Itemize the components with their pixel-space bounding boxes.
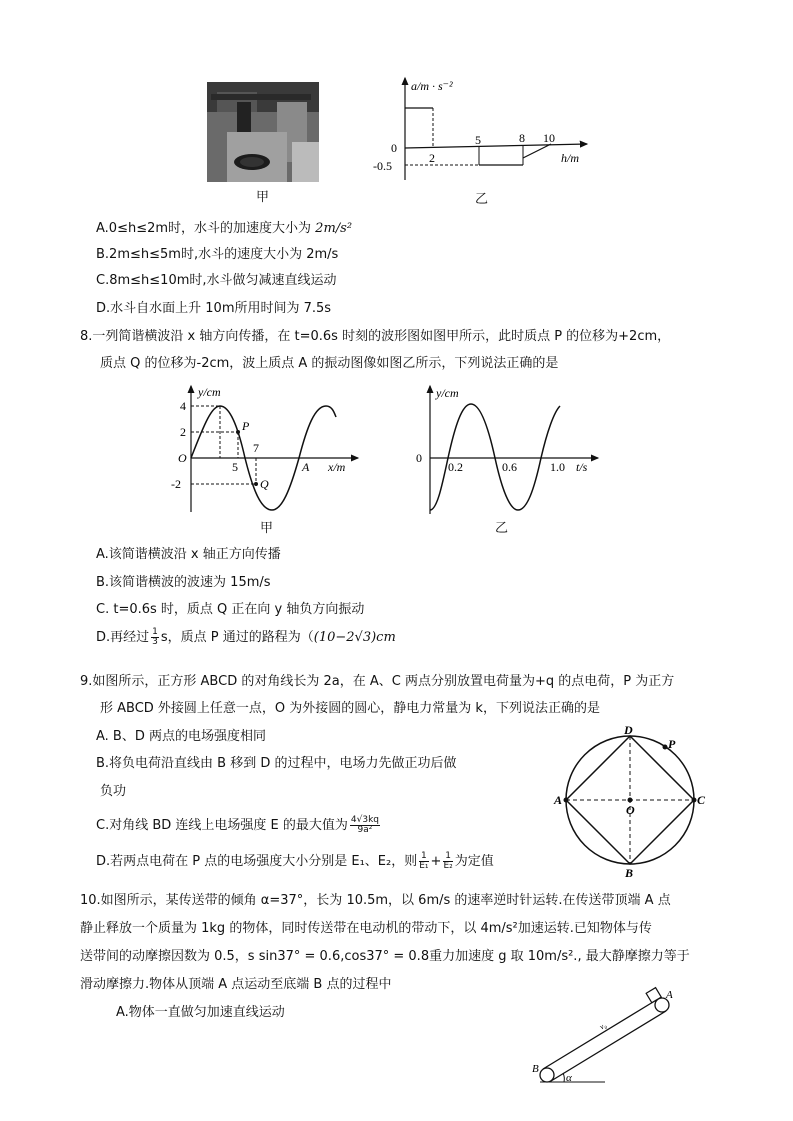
vib-x02: 0.2 xyxy=(448,460,463,474)
label-a: A xyxy=(554,793,563,807)
wave-y4: 4 xyxy=(180,399,186,413)
caption-yi-q8: 乙 xyxy=(495,521,509,536)
label-o: O xyxy=(626,803,635,817)
accel-x10: 10 xyxy=(543,131,555,145)
wave-ylabel: y/cm xyxy=(198,385,221,399)
q9-option-c: C.对角线 BD 连线上电场强度 E 的最大值为 $\frac{4√3kq}{\text{9a²}}$ xyxy=(96,815,380,835)
q9-option-b2: 负功 xyxy=(100,784,127,799)
label-b-bottom: B xyxy=(532,1063,539,1075)
accel-x2: 2 xyxy=(429,151,435,165)
label-c: C xyxy=(697,793,706,807)
conveyor-figure xyxy=(530,980,690,1090)
wave-x7: 7 xyxy=(253,441,259,455)
q9-option-a: A. B、D 两点的电场强度相同 xyxy=(96,729,266,744)
well-photo xyxy=(207,82,319,182)
wave-x5: 5 xyxy=(232,460,238,474)
square-circle-figure xyxy=(552,720,712,880)
caption-yi-top: 乙 xyxy=(475,192,489,207)
q8-option-c: C. t=0.6s 时，质点 Q 正在向 y 轴负方向振动 xyxy=(96,602,365,617)
vibration-graph xyxy=(410,382,605,517)
accel-y-neg: -0.5 xyxy=(373,159,392,173)
label-v0: v₀ xyxy=(597,1020,609,1032)
q9-option-b1: B.将负电荷沿直线由 B 移到 D 的过程中，电场力先做正功后做 xyxy=(96,756,457,771)
q8-option-b: B.该简谐横波的波速为 15m/s xyxy=(96,575,271,590)
accel-x5: 5 xyxy=(475,133,481,147)
vib-ylabel: y/cm xyxy=(436,386,459,400)
q7-option-a: A.0≤h≤2m时，水斗的加速度大小为 2m/s² xyxy=(96,221,353,236)
vib-origin: 0 xyxy=(416,451,422,465)
q10-stem-line4: 滑动摩擦力.物体从顶端 A 点运动至底端 B 点的过程中 xyxy=(80,977,392,992)
label-b: B xyxy=(625,866,634,880)
wave-point-p: P xyxy=(242,419,250,433)
q10-stem-line1: 10.如图所示，某传送带的倾角 α=37°，长为 10.5m，以 6m/s 的速率逆时针运转.在传送带顶端 A 点 xyxy=(80,893,671,908)
q7-option-d: D.水斗自水面上升 10m所用时间为 7.5s xyxy=(96,301,332,316)
wave-point-q: Q xyxy=(260,477,269,491)
q9-option-d: D.若两点电荷在 P 点的电场强度大小分别是 E₁、E₂，则 $\frac{1}{\text{E₁}}$ + $\frac{1}{\text{E₂}}$ 为定值 xyxy=(96,851,494,871)
q8-option-d: D.再经过 $\frac{1}{3}$ s，质点 P 通过的路程为（(10−2√3)cm xyxy=(96,627,396,647)
vib-x10: 1.0 xyxy=(550,460,565,474)
q8-stem-line2: 质点 Q 的位移为-2cm，波上质点 A 的振动图像如图乙所示，下列说法正确的是 xyxy=(100,356,559,371)
label-a-top: A xyxy=(666,989,673,1001)
label-alpha: α xyxy=(566,1072,572,1084)
q8-option-a: A.该简谐横波沿 x 轴正方向传播 xyxy=(96,547,281,562)
accel-ylabel: a/m · s⁻² xyxy=(411,79,453,93)
q9-stem-line1: 9.如图所示，正方形 ABCD 的对角线长为 2a，在 A、C 两点分别放置电荷量为+q 的点电荷，P 为正方 xyxy=(80,674,675,689)
wave-graph xyxy=(168,382,368,517)
q10-option-a: A.物体一直做匀加速直线运动 xyxy=(116,1005,285,1020)
accel-y0: 0 xyxy=(391,141,397,155)
caption-jia-top: 甲 xyxy=(256,190,270,205)
q8-stem-line1: 8.一列简谐横波沿 x 轴方向传播，在 t=0.6s 时刻的波形图如图甲所示，此时质点 P 的位移为+2cm， xyxy=(80,329,671,344)
q9-stem-line2: 形 ABCD 外接圆上任意一点，O 为外接圆的圆心，静电力常量为 k，下列说法正确的是 xyxy=(100,701,600,716)
label-p: P xyxy=(668,737,676,751)
wave-xlabel: x/m xyxy=(328,460,346,474)
vib-xlabel: t/s xyxy=(576,460,588,474)
acceleration-graph xyxy=(355,70,595,185)
caption-jia-q8: 甲 xyxy=(260,521,274,536)
label-d: D xyxy=(624,723,633,737)
wave-yneg2: -2 xyxy=(171,477,181,491)
q7-option-b: B.2m≤h≤5m时,水斗的速度大小为 2m/s xyxy=(96,247,339,262)
vib-x06: 0.6 xyxy=(502,460,517,474)
accel-x8: 8 xyxy=(519,131,525,145)
q10-stem-line3: 送带间的动摩擦因数为 0.5，s sin37° = 0.6,cos37° = 0.8重力加速度 g 取 10m/s²., 最大静摩擦力等于 xyxy=(80,949,690,964)
accel-xlabel: h/m xyxy=(561,151,579,165)
wave-y2: 2 xyxy=(180,425,186,439)
wave-origin: O xyxy=(178,451,187,465)
q10-stem-line2: 静止释放一个质量为 1kg 的物体，同时传送带在电动机的带动下，以 4m/s²加速运转.已知物体与传 xyxy=(80,921,652,936)
q7-option-c: C.8m≤h≤10m时,水斗做匀减速直线运动 xyxy=(96,273,337,288)
wave-point-a: A xyxy=(302,460,310,474)
